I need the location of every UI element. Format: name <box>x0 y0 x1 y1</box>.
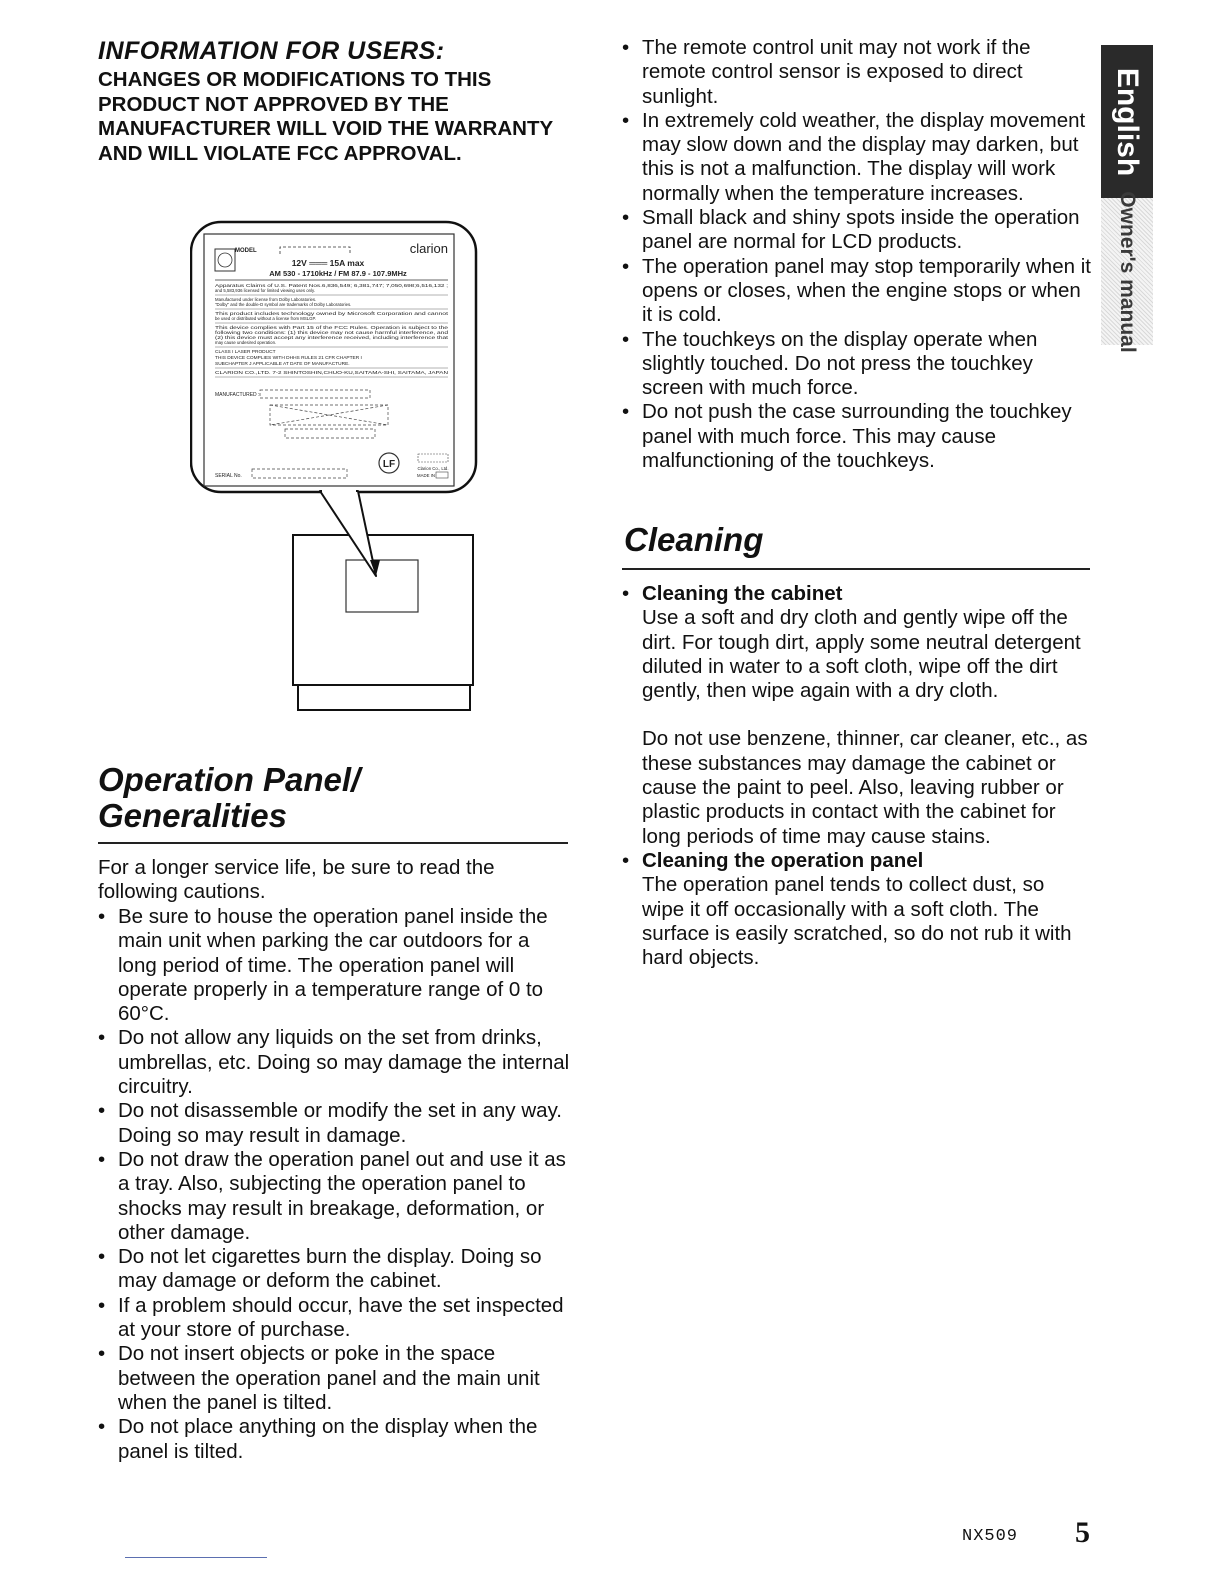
cleaning-rule <box>622 568 1090 570</box>
tab-english-label: English <box>1111 67 1144 176</box>
label-manufactured: MANUFACTURED : <box>215 392 260 398</box>
label-dolby-2: "Dolby" and the double-D symbol are trademarks of Dolby Laboratories. <box>215 302 352 307</box>
cleaning-panel-text: The operation panel tends to collect dust, so wipe it off occasionally with a soft cloth. The surface is easily scratched, so do not rub it with hard objects. <box>642 873 1072 970</box>
label-fcc-3: (2) this device must accept any interference received, including interference that <box>215 335 450 340</box>
list-item: • Be sure to house the operation panel inside the main unit when parking the car outdoors for a long period of time. The operation panel will operate properly in a temperature range of 0 to 60°C. <box>98 905 570 1026</box>
label-fcc-2: following two conditions: (1) this device may not cause harmful interference, and <box>215 330 449 335</box>
cleaning-panel-heading: • Cleaning the operation panel <box>642 848 924 872</box>
cleaning-title: Cleaning <box>624 521 764 558</box>
list-item <box>622 582 1092 849</box>
operation-panel-title-line2: Generalities <box>98 797 287 834</box>
operation-panel-cautions <box>98 905 570 1464</box>
tab-owners-manual <box>1101 190 1153 353</box>
operation-panel-intro: For a longer service life, be sure to read the following cautions. <box>98 856 495 904</box>
page-number: 5 <box>1075 1516 1090 1549</box>
label-patents: Apparatus Claims of U.S. Patent Nos.6,836,549; 6,381,747; 7,050,698;6,516,132 ; <box>215 283 448 288</box>
list-item: • Do not place anything on the display when the panel is tilted. <box>98 1415 570 1464</box>
list-item: • Small black and shiny spots inside the operation panel are normal for LCD products. <box>622 206 1092 255</box>
cleaning-cabinet-warning: Do not use benzene, thinner, car cleaner, etc., as these substances may damage the cabinet or cause the paint to peel. Also, leaving rubber or plastic products in contact with the cabinet for long periods of time may cause stains. <box>642 727 1088 848</box>
label-address: CLARION CO.,LTD. 7-2 SHINTOSHIN,CHUO-KU,SAITAMA-SHI, SAITAMA, JAPAN <box>215 371 394 376</box>
list-item: • In extremely cold weather, the display movement may slow down and the display may darken, but this is not a malfunction. The display will work normally when the temperature increases. <box>622 109 1092 206</box>
side-language-tab <box>1101 45 1153 353</box>
label-lf-mark: LF <box>382 459 396 470</box>
cleaning-cabinet-text: Use a soft and dry cloth and gently wipe off the dirt. For tough dirt, apply some neutral detergent diluted in water to a soft cloth, wipe off the dirt gently, then wipe again with a dry cloth. <box>642 606 1081 703</box>
label-dolby-1: Manufactured under license from Dolby Laboratories. <box>215 297 317 302</box>
label-maker: Clarion Co., Ltd. <box>417 466 449 471</box>
label-fcc-1: This device complies with Part 15 of the FCC Rules. Operation is subject to the <box>215 325 449 330</box>
list-item: • Do not insert objects or poke in the space between the operation panel and the main unit when the panel is tilted. <box>98 1342 570 1415</box>
label-dhhs-2: SUBCHAPTER J APPLICABLE AT DATE OF MANUFACTURE. <box>215 362 350 367</box>
model-code: NX509 <box>962 1527 1019 1546</box>
list-item: • Do not disassemble or modify the set in any way. Doing so may result in damage. <box>98 1099 570 1148</box>
tab-english <box>1101 45 1153 198</box>
list-item: • If a problem should occur, have the set inspected at your store of purchase. <box>98 1294 570 1343</box>
label-brand: clarion <box>409 241 448 256</box>
product-label-illustration <box>190 220 480 720</box>
label-made-in: MADE IN <box>417 473 435 478</box>
list-item: • Do not draw the operation panel out and use it as a tray. Also, subjecting the operation panel to shocks may result in breakage, deformation, or other damage. <box>98 1148 570 1245</box>
operation-panel-title <box>98 762 568 834</box>
label-ms-1: This product includes technology owned by Microsoft Corporation and cannot <box>215 311 450 316</box>
list-item: • Do not push the case surrounding the touchkey panel with much force. This may cause malfunctioning of the touchkeys. <box>622 400 1092 473</box>
label-serial-caption: SERIAL No. <box>215 473 242 479</box>
operation-panel-rule <box>98 842 568 844</box>
list-item: • The touchkeys on the display operate when slightly touched. Do not press the touchkey screen with much force. <box>622 328 1092 401</box>
list-item: • The remote control unit may not work if the remote control sensor is exposed to direct sunlight. <box>622 36 1092 109</box>
label-fcc-4: may cause undesired operation. <box>215 340 277 345</box>
footer-rule <box>125 1557 267 1558</box>
label-power-rating: 12V ═══ 15A max <box>291 258 365 268</box>
label-ms-2: be used or distributed without a license from MSLGP. <box>215 316 316 321</box>
label-dhhs-1: THIS DEVICE COMPLIES WITH DHHS RULES 21 CFR CHAPTER I <box>215 356 362 361</box>
info-heading: INFORMATION FOR USERS: <box>98 37 445 65</box>
operation-panel-title-line1: Operation Panel/ <box>98 761 361 798</box>
fcc-warning-text: CHANGES OR MODIFICATIONS TO THIS PRODUCT NOT APPROVED BY THE MANUFACTURER WILL VOID THE WARRANTY AND WILL VIOLATE FCC APPROVAL. <box>98 68 553 165</box>
general-cautions <box>622 36 1092 473</box>
list-item: • Do not let cigarettes burn the display. Doing so may damage or deform the cabinet. <box>98 1245 570 1294</box>
label-frequency-bands: AM 530 - 1710kHz / FM 87.9 - 107.9MHz <box>269 269 407 278</box>
list-item: • The operation panel may stop temporarily when it opens or closes, when the engine stops or when it is cold. <box>622 255 1092 328</box>
label-patents-2: and 5,583,936 licensed for limited viewing uses only. <box>215 288 316 293</box>
cleaning-cabinet-heading: • Cleaning the cabinet <box>642 582 843 605</box>
list-item <box>622 849 1092 970</box>
label-model-caption: MODEL <box>235 248 257 254</box>
label-laser-class: CLASS I LASER PRODUCT <box>215 350 276 355</box>
cleaning-instructions <box>622 582 1092 970</box>
tab-owners-manual-label: Owner's manual <box>1116 190 1139 353</box>
list-item: • Do not allow any liquids on the set from drinks, umbrellas, etc. Doing so may damage the internal circuitry. <box>98 1026 570 1099</box>
